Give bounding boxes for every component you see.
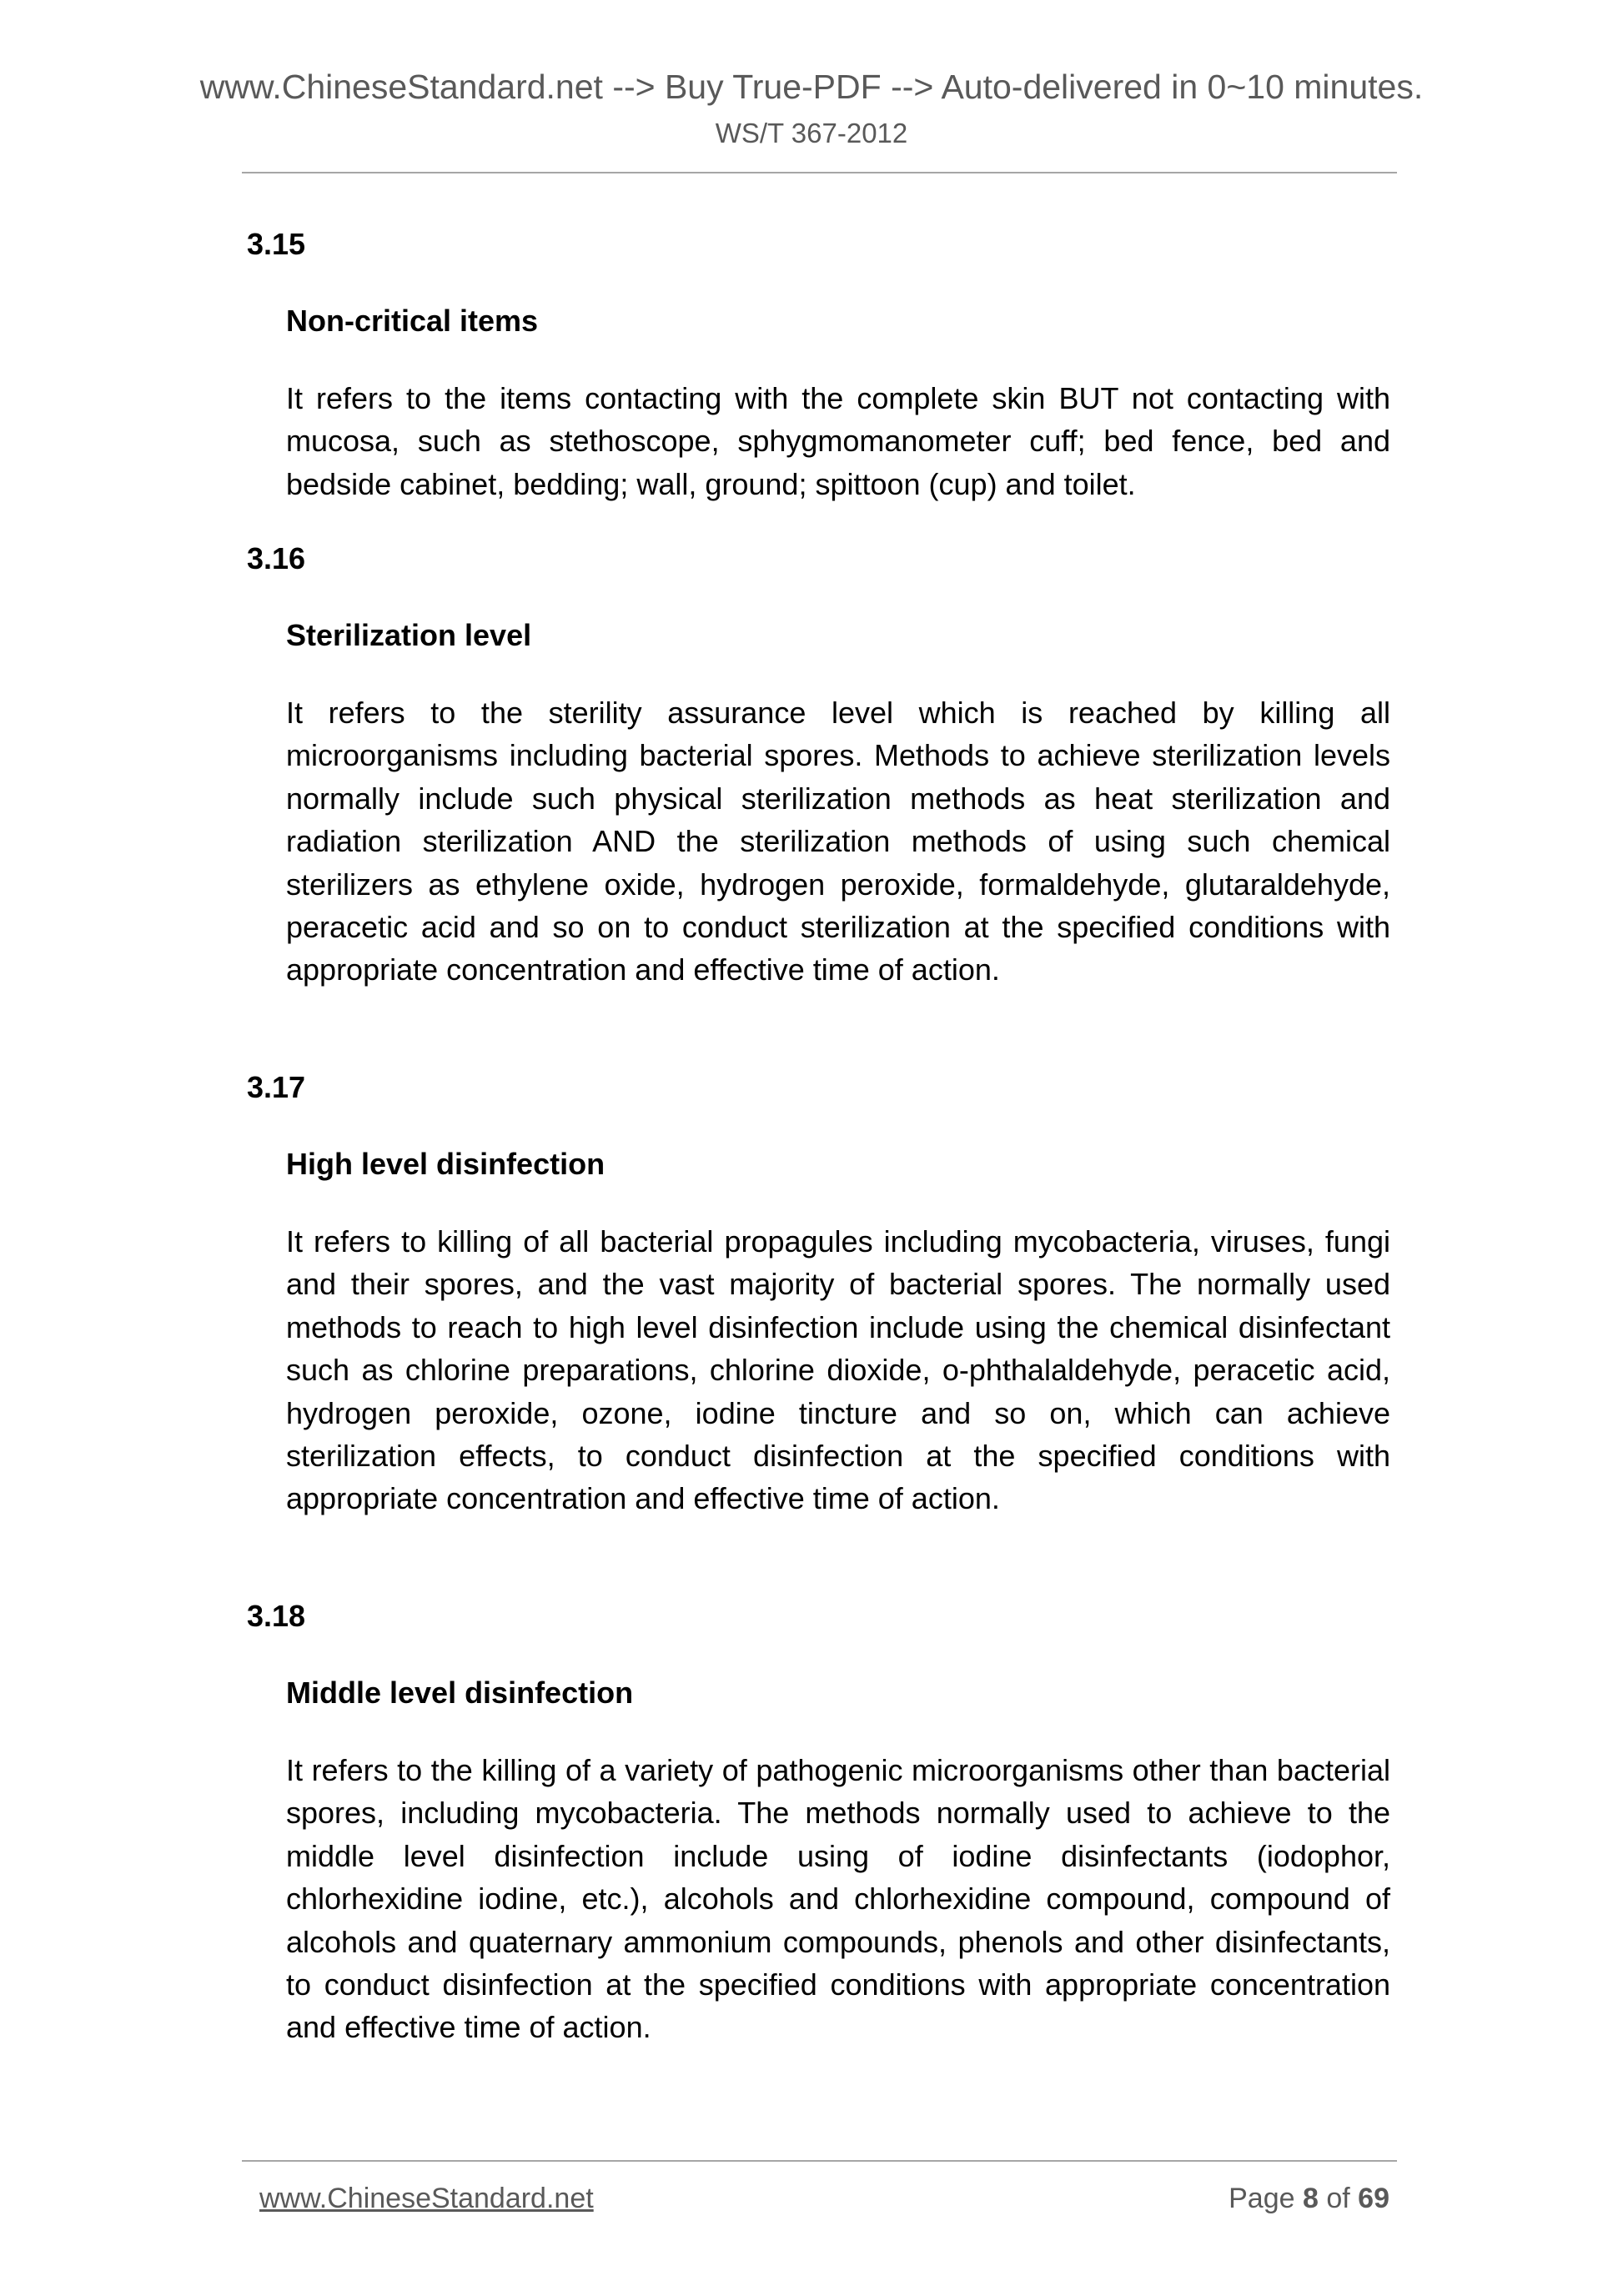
section-title: High level disinfection [286, 1147, 605, 1181]
section-number: 3.16 [247, 541, 306, 575]
section-paragraph: It refers to the items contacting with the complete skin BUT not contacting with mucosa, such as stethoscope, sphygmomanometer cuff; bed fence, bed and bedside cabinet, bedding; wall, ground; spittoon (cup) and toilet. [286, 381, 1390, 501]
footer-divider [242, 2160, 1397, 2162]
page-of: of [1326, 2183, 1350, 2214]
header-banner[interactable]: www.ChineseStandard.net --> Buy True-PDF --> Auto-delivered in 0~10 minutes. [199, 68, 1424, 106]
page-total: 69 [1358, 2183, 1389, 2214]
section-title: Sterilization level [286, 618, 532, 652]
page-current: 8 [1302, 2183, 1319, 2214]
footer-site-link[interactable]: www.ChineseStandard.net [259, 2183, 594, 2214]
section-paragraph: It refers to killing of all bacterial propagules including mycobacteria, viruses, fungi and their spores, and the vast majority of bacterial spores. The normally used methods to reach to high level disinfection include using the chemical disinfectant such as chlorine preparations, chlorine dioxide, o-phthalaldehyde, peracetic acid, hydrogen peroxide, ozone, iodine tincture and so on, which can achieve sterilization effects, to conduct disinfection at the specified conditions with appropriate concentration and effective time of action. [286, 1224, 1390, 1516]
section-number: 3.17 [247, 1070, 306, 1104]
section-number: 3.18 [247, 1599, 306, 1633]
section-title: Middle level disinfection [286, 1676, 634, 1710]
section-number: 3.15 [247, 227, 306, 261]
page-prefix: Page [1229, 2183, 1295, 2214]
section-paragraph: It refers to the sterility assurance level which is reached by killing all microorganisms including bacterial spores. Methods to achieve sterilization levels normally include such physical sterilization methods as heat sterilization and radiation sterilization AND the sterilization methods of using such chemical sterilizers as ethylene oxide, hydrogen peroxide, formaldehyde, glutaraldehyde, peracetic acid and so on to conduct sterilization at the specified conditions with appropriate concentration and effective time of action. [286, 696, 1390, 987]
section-paragraph: It refers to the killing of a variety of pathogenic microorganisms other than bacterial spores, including mycobacteria. The methods normally used to achieve to the middle level disinfection include using of iodine disinfectants (iodophor, chlorhexidine iodine, etc.), alcohols and chlorhexidine compound, compound of alcohols and quaternary ammonium compounds, phenols and other disinfectants, to conduct disinfection at the specified conditions with appropriate concentration and effective time of action. [286, 1753, 1390, 2045]
section-title: Non-critical items [286, 304, 539, 338]
header-divider [242, 172, 1397, 173]
header-doc-code: WS/T 367-2012 [715, 118, 908, 148]
page-indicator [1229, 2178, 1389, 2218]
